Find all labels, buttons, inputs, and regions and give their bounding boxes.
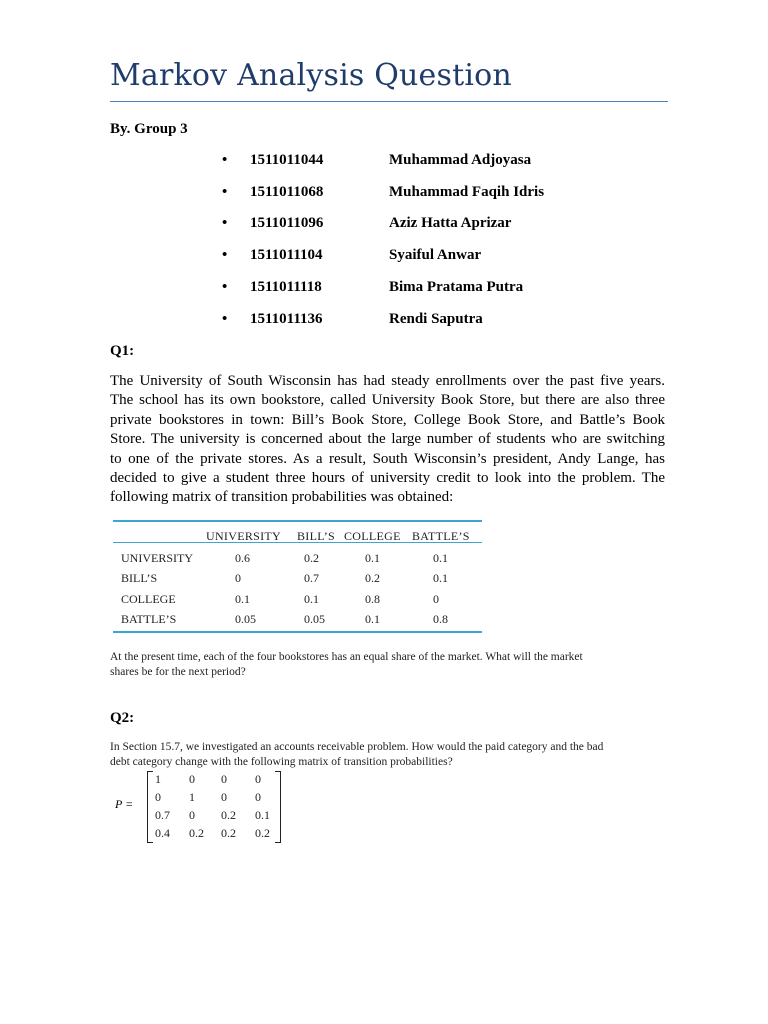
row-label: BILL’S [121, 571, 158, 585]
transition-matrix [115, 770, 295, 844]
matrix-cell: 0.4 [155, 826, 170, 840]
table-cell: 0 [433, 592, 439, 606]
matrix-cell: 0 [255, 790, 261, 804]
student-name: Aziz Hatta Aprizar [389, 215, 512, 232]
paragraph-line: The University of South Wisconsin has had steady enrollments over the past five years. [110, 373, 665, 389]
bullet-icon: • [222, 183, 228, 200]
matrix-cell: 0 [189, 808, 195, 822]
paragraph-line: decided to give a student three hours of university credit to look into the problem. The [110, 470, 665, 487]
student-name: Muhammad Adjoyasa [389, 152, 532, 168]
list-item [222, 184, 622, 204]
matrix-cell: 1 [155, 772, 161, 786]
question-line: At the present time, each of the four bookstores has an equal share of the market. What will the market [110, 651, 583, 663]
row-label: COLLEGE [121, 592, 176, 606]
student-name: Rendi Saputra [389, 310, 483, 327]
matrix-cell: 0.1 [255, 808, 270, 822]
group-byline: By. Group 3 [110, 121, 188, 137]
left-bracket [147, 771, 153, 843]
paragraph-line: The school has its own bookstore, called University Book Store, but there are also three [110, 392, 665, 409]
table-cell: 0.7 [304, 571, 319, 585]
row-label: BATTLE’S [121, 612, 177, 626]
matrix-label: P = [115, 797, 134, 811]
table-cell: 0.1 [365, 612, 380, 626]
table-cell: 0.1 [365, 551, 380, 565]
matrix-cell: 0.2 [221, 826, 236, 840]
paragraph-line: to one of the private stores. As a result, South Wisconsin’s president, Andy Lange, has [110, 450, 665, 467]
column-header: COLLEGE [344, 529, 401, 543]
column-header: BILL’S [297, 529, 336, 543]
list-item [222, 279, 622, 299]
table-cell: 0.8 [433, 612, 448, 626]
title-underline [110, 101, 668, 102]
row-label: UNIVERSITY [121, 551, 193, 565]
matrix-cell: 0.2 [221, 808, 236, 822]
table-cell: 0.05 [304, 612, 325, 626]
matrix-cell: 0 [221, 790, 227, 804]
matrix-cell: 0 [221, 772, 227, 786]
student-id: 1511011044 [250, 152, 324, 168]
column-header: BATTLE’S [412, 529, 470, 543]
student-id: 1511011104 [250, 247, 323, 264]
bullet-icon: • [222, 310, 228, 327]
table-cell: 0.1 [304, 592, 319, 606]
paragraph-line: following matrix of transition probabilities was obtained: [110, 489, 454, 506]
matrix-cell: 1 [189, 790, 195, 804]
student-name: Muhammad Faqih Idris [389, 183, 545, 200]
question-line: debt category change with the following matrix of transition probabilities? [110, 755, 453, 768]
q1-heading: Q1: [110, 343, 135, 359]
table-cell: 0.8 [365, 592, 380, 606]
student-id: 1511011118 [250, 278, 322, 295]
list-item [222, 215, 622, 235]
student-id: 1511011096 [250, 215, 324, 232]
table-cell: 0.1 [235, 592, 250, 606]
q2-heading: Q2: [110, 710, 135, 726]
bullet-icon: • [222, 278, 228, 295]
q2-question [110, 740, 670, 769]
student-id: 1511011068 [250, 183, 324, 200]
table-cell: 0.05 [235, 612, 256, 626]
matrix-cell: 0 [155, 790, 161, 804]
table-top-rule [113, 520, 482, 522]
bullet-icon: • [222, 215, 228, 232]
table-cell: 0 [235, 571, 241, 585]
right-bracket [275, 771, 281, 843]
list-item [222, 311, 622, 331]
table-cell: 0.6 [235, 551, 250, 565]
q1-question [110, 650, 670, 679]
paragraph-line: Store. The university is concerned about the large number of students who are switching [110, 431, 665, 448]
question-line: In Section 15.7, we investigated an accounts receivable problem. How would the paid category and the bad [110, 741, 604, 753]
question-line: shares be for the next period? [110, 665, 246, 678]
matrix-cell: 0.2 [189, 826, 204, 840]
student-id: 1511011136 [250, 310, 323, 327]
matrix-cell: 0.2 [255, 826, 270, 840]
transition-table [113, 520, 482, 634]
page-title: Markov Analysis Question [110, 58, 512, 93]
table-cell: 0.2 [304, 551, 319, 565]
table-cell: 0.1 [433, 551, 448, 565]
paragraph-line: private bookstores in town: Bill’s Book Store, College Book Store, and Battle’s Book [110, 411, 665, 428]
matrix-cell: 0.7 [155, 808, 170, 822]
table-cell: 0.2 [365, 571, 380, 585]
matrix-cell: 0 [255, 772, 261, 786]
list-item [222, 247, 622, 267]
matrix-cell: 0 [189, 772, 195, 786]
student-name: Syaiful Anwar [389, 247, 482, 264]
q1-paragraph [110, 372, 665, 508]
table-bottom-rule [113, 631, 482, 633]
list-item [222, 152, 622, 172]
bullet-icon: • [222, 247, 228, 264]
column-header: UNIVERSITY [206, 529, 281, 543]
table-cell: 0.1 [433, 571, 448, 585]
student-name: Bima Pratama Putra [389, 278, 524, 295]
bullet-icon: • [222, 152, 228, 168]
